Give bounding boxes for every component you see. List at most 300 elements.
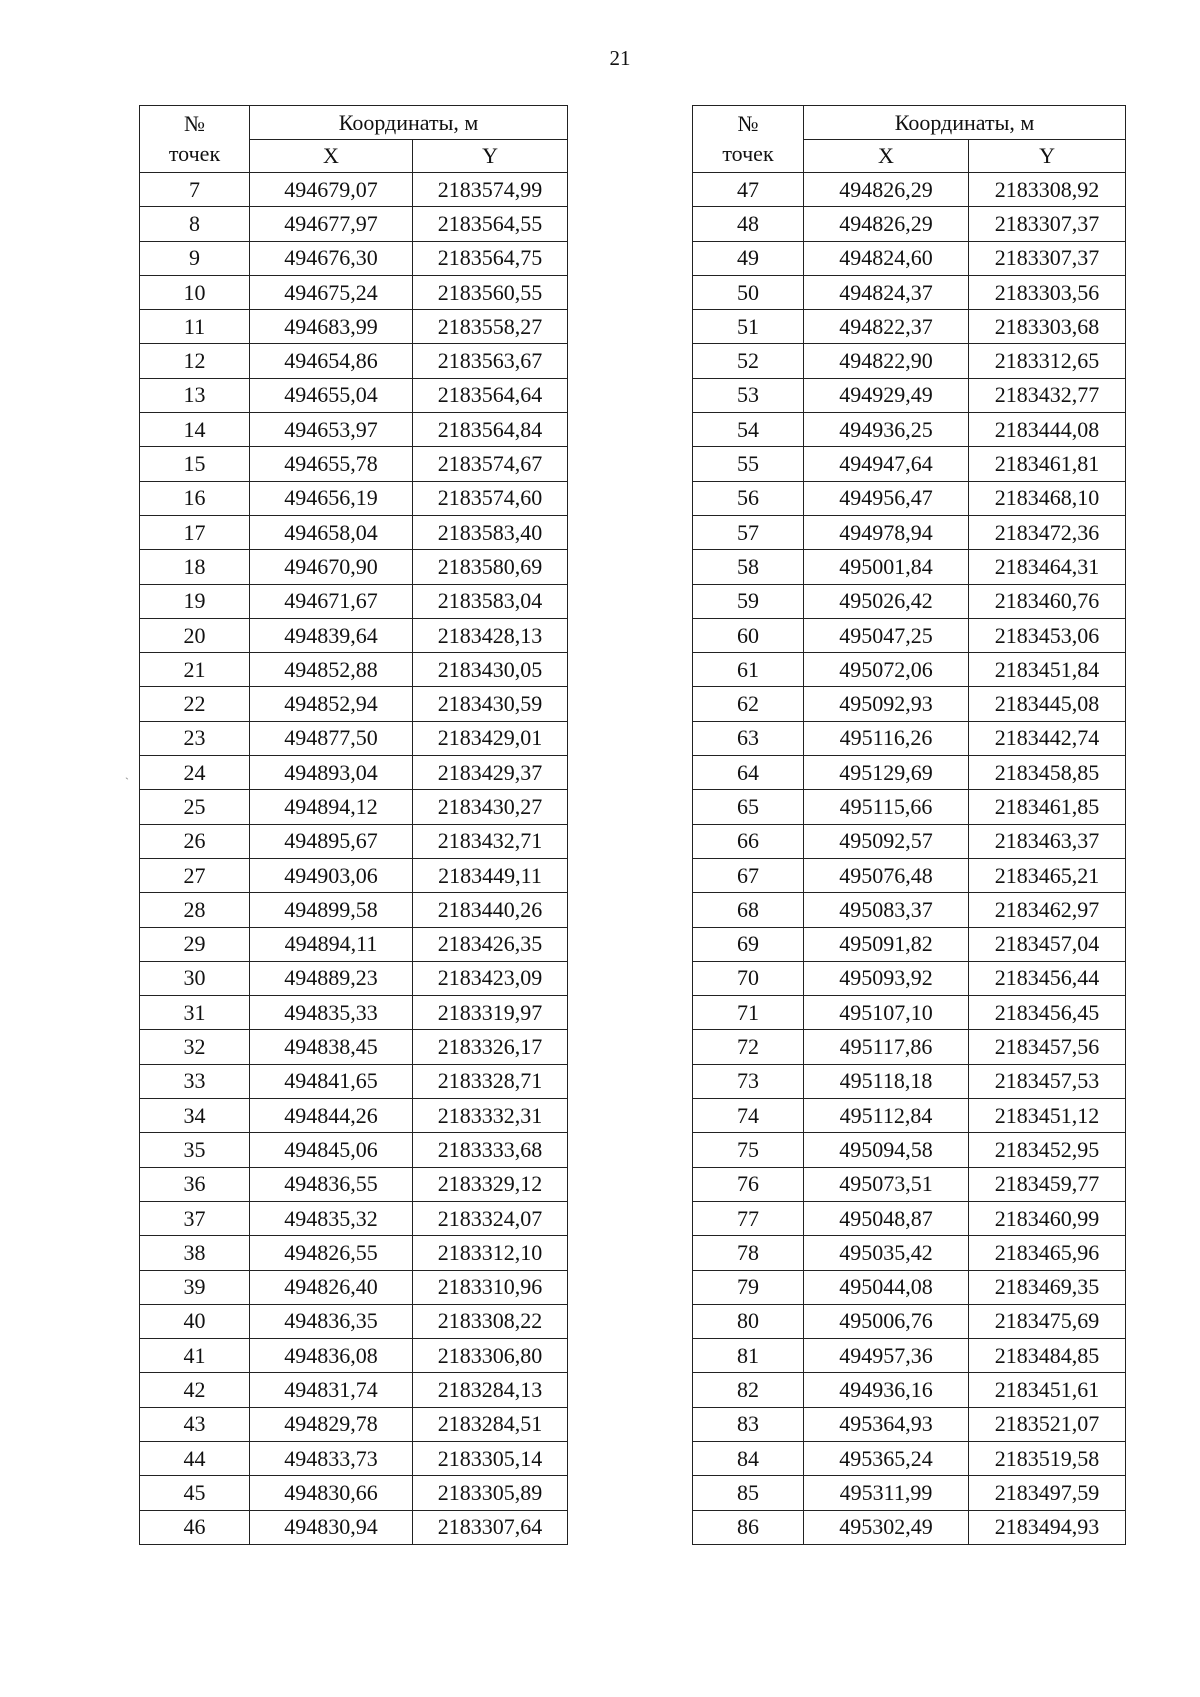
- table-row: [140, 275, 568, 309]
- table-row: [140, 1270, 568, 1304]
- point-number-cell: 59: [693, 584, 804, 618]
- table-row: [140, 584, 568, 618]
- x-column-header: X: [804, 140, 969, 173]
- x-coordinate-cell: 494844,26: [250, 1099, 413, 1133]
- point-number-cell: 25: [140, 790, 250, 824]
- coordinates-table-right: [692, 105, 1126, 1545]
- y-coordinate-cell: 2183521,07: [969, 1407, 1126, 1441]
- x-coordinate-cell: 495302,49: [804, 1510, 969, 1544]
- point-number-cell: 22: [140, 687, 250, 721]
- point-number-cell: 9: [140, 241, 250, 275]
- point-number-cell: 77: [693, 1201, 804, 1235]
- table-row: [140, 893, 568, 927]
- y-coordinate-cell: 2183468,10: [969, 481, 1126, 515]
- table-row: [140, 1133, 568, 1167]
- table-row: [140, 653, 568, 687]
- x-coordinate-cell: 494676,30: [250, 241, 413, 275]
- x-coordinate-cell: 494670,90: [250, 550, 413, 584]
- x-coordinate-cell: 495129,69: [804, 756, 969, 790]
- point-number-cell: 50: [693, 275, 804, 309]
- points-label: точек: [722, 141, 774, 166]
- y-coordinate-cell: 2183303,56: [969, 275, 1126, 309]
- y-coordinate-cell: 2183312,65: [969, 344, 1126, 378]
- point-number-cell: 70: [693, 961, 804, 995]
- y-coordinate-cell: 2183460,99: [969, 1201, 1126, 1235]
- table-row: [140, 173, 568, 207]
- x-coordinate-cell: 495311,99: [804, 1476, 969, 1510]
- point-number-cell: 11: [140, 310, 250, 344]
- y-coordinate-cell: 2183452,95: [969, 1133, 1126, 1167]
- table-row: [140, 344, 568, 378]
- table-row: [140, 550, 568, 584]
- x-coordinate-cell: 494654,86: [250, 344, 413, 378]
- table-row: [140, 515, 568, 549]
- y-coordinate-cell: 2183519,58: [969, 1441, 1126, 1475]
- point-number-cell: 8: [140, 207, 250, 241]
- x-coordinate-cell: 494675,24: [250, 275, 413, 309]
- point-number-cell: 68: [693, 893, 804, 927]
- y-coordinate-cell: 2183324,07: [413, 1201, 568, 1235]
- table-row: [693, 927, 1126, 961]
- y-coordinate-cell: 2183461,81: [969, 447, 1126, 481]
- x-coordinate-cell: 494894,11: [250, 927, 413, 961]
- point-number-cell: 36: [140, 1167, 250, 1201]
- y-coordinate-cell: 2183574,67: [413, 447, 568, 481]
- x-coordinate-cell: 494957,36: [804, 1339, 969, 1373]
- table-row: [693, 756, 1126, 790]
- table-row: [140, 1476, 568, 1510]
- x-coordinate-cell: 494895,67: [250, 824, 413, 858]
- table-row: [693, 1236, 1126, 1270]
- x-coordinate-cell: 495047,25: [804, 618, 969, 652]
- point-number-cell: 60: [693, 618, 804, 652]
- y-coordinate-cell: 2183564,75: [413, 241, 568, 275]
- y-coordinate-cell: 2183451,61: [969, 1373, 1126, 1407]
- y-coordinate-cell: 2183465,21: [969, 858, 1126, 892]
- point-number-cell: 19: [140, 584, 250, 618]
- table-row: [693, 721, 1126, 755]
- y-coordinate-cell: 2183472,36: [969, 515, 1126, 549]
- table-row: [693, 550, 1126, 584]
- x-coordinate-cell: 494655,04: [250, 378, 413, 412]
- point-number-cell: 34: [140, 1099, 250, 1133]
- x-coordinate-cell: 494877,50: [250, 721, 413, 755]
- y-coordinate-cell: 2183307,64: [413, 1510, 568, 1544]
- y-coordinate-cell: 2183494,93: [969, 1510, 1126, 1544]
- y-coordinate-cell: 2183449,11: [413, 858, 568, 892]
- point-number-cell: 53: [693, 378, 804, 412]
- y-coordinate-cell: 2183430,59: [413, 687, 568, 721]
- table-row: [693, 824, 1126, 858]
- table-row: [693, 413, 1126, 447]
- table-row: [693, 275, 1126, 309]
- y-coordinate-cell: 2183308,22: [413, 1304, 568, 1338]
- table-row: [140, 1201, 568, 1235]
- table-row: [140, 1167, 568, 1201]
- x-coordinate-cell: 494835,32: [250, 1201, 413, 1235]
- y-column-header: Y: [413, 140, 568, 173]
- page-number: 21: [609, 46, 631, 70]
- point-number-cell: 21: [140, 653, 250, 687]
- x-coordinate-cell: 494826,29: [804, 207, 969, 241]
- x-coordinate-cell: 495092,93: [804, 687, 969, 721]
- table-row: [693, 1373, 1126, 1407]
- point-number-cell: 83: [693, 1407, 804, 1441]
- table-row: [693, 1201, 1126, 1235]
- point-number-cell: 78: [693, 1236, 804, 1270]
- x-coordinate-cell: 495117,86: [804, 1030, 969, 1064]
- point-number-cell: 46: [140, 1510, 250, 1544]
- point-number-cell: 72: [693, 1030, 804, 1064]
- y-coordinate-cell: 2183560,55: [413, 275, 568, 309]
- y-coordinate-cell: 2183459,77: [969, 1167, 1126, 1201]
- point-number-cell: 57: [693, 515, 804, 549]
- table-row: [693, 893, 1126, 927]
- x-coordinate-cell: 494677,97: [250, 207, 413, 241]
- x-coordinate-cell: 494830,94: [250, 1510, 413, 1544]
- right-table-body: [693, 173, 1126, 1545]
- table-row: [693, 344, 1126, 378]
- x-coordinate-cell: 494841,65: [250, 1064, 413, 1098]
- point-number-cell: 33: [140, 1064, 250, 1098]
- point-number-cell: 31: [140, 996, 250, 1030]
- point-number-cell: 58: [693, 550, 804, 584]
- y-coordinate-cell: 2183445,08: [969, 687, 1126, 721]
- y-coordinate-cell: 2183457,53: [969, 1064, 1126, 1098]
- coordinates-header: Координаты, м: [250, 106, 568, 140]
- y-coordinate-cell: 2183558,27: [413, 310, 568, 344]
- point-number-cell: 55: [693, 447, 804, 481]
- y-coordinate-cell: 2183328,71: [413, 1064, 568, 1098]
- y-coordinate-cell: 2183464,31: [969, 550, 1126, 584]
- point-number-cell: 51: [693, 310, 804, 344]
- point-number-cell: 35: [140, 1133, 250, 1167]
- table-row: [693, 1407, 1126, 1441]
- x-coordinate-cell: 494893,04: [250, 756, 413, 790]
- y-coordinate-cell: 2183310,96: [413, 1270, 568, 1304]
- table-row: [140, 996, 568, 1030]
- table-row: [140, 207, 568, 241]
- point-number-cell: 76: [693, 1167, 804, 1201]
- table-row: [693, 858, 1126, 892]
- table-row: [140, 618, 568, 652]
- table-row: [693, 618, 1126, 652]
- x-coordinate-cell: 494978,94: [804, 515, 969, 549]
- x-coordinate-cell: 495026,42: [804, 584, 969, 618]
- point-number-cell: 38: [140, 1236, 250, 1270]
- y-coordinate-cell: 2183312,10: [413, 1236, 568, 1270]
- y-coordinate-cell: 2183305,14: [413, 1441, 568, 1475]
- table-row: [140, 1099, 568, 1133]
- x-coordinate-cell: 494829,78: [250, 1407, 413, 1441]
- point-number-cell: 85: [693, 1476, 804, 1510]
- point-number-cell: 43: [140, 1407, 250, 1441]
- x-coordinate-cell: 495115,66: [804, 790, 969, 824]
- x-coordinate-cell: 495073,51: [804, 1167, 969, 1201]
- point-number-cell: 37: [140, 1201, 250, 1235]
- y-coordinate-cell: 2183303,68: [969, 310, 1126, 344]
- table-row: [140, 241, 568, 275]
- x-coordinate-cell: 494655,78: [250, 447, 413, 481]
- x-coordinate-cell: 494936,25: [804, 413, 969, 447]
- y-coordinate-cell: 2183440,26: [413, 893, 568, 927]
- point-number-cell: 42: [140, 1373, 250, 1407]
- point-number-cell: 14: [140, 413, 250, 447]
- point-number-cell: 7: [140, 173, 250, 207]
- y-coordinate-cell: 2183458,85: [969, 756, 1126, 790]
- point-number-cell: 45: [140, 1476, 250, 1510]
- y-coordinate-cell: 2183305,89: [413, 1476, 568, 1510]
- x-coordinate-cell: 494833,73: [250, 1441, 413, 1475]
- x-coordinate-cell: 495072,06: [804, 653, 969, 687]
- table-row: [693, 1167, 1126, 1201]
- y-coordinate-cell: 2183429,37: [413, 756, 568, 790]
- y-coordinate-cell: 2183284,51: [413, 1407, 568, 1441]
- x-coordinate-cell: 495364,93: [804, 1407, 969, 1441]
- table-row: [693, 1304, 1126, 1338]
- point-number-cell: 64: [693, 756, 804, 790]
- table-row: [693, 1270, 1126, 1304]
- x-coordinate-cell: 495076,48: [804, 858, 969, 892]
- x-coordinate-cell: 494947,64: [804, 447, 969, 481]
- table-row: [140, 447, 568, 481]
- x-coordinate-cell: 494822,37: [804, 310, 969, 344]
- y-coordinate-cell: 2183430,27: [413, 790, 568, 824]
- table-row: [693, 653, 1126, 687]
- x-coordinate-cell: 494845,06: [250, 1133, 413, 1167]
- y-coordinate-cell: 2183423,09: [413, 961, 568, 995]
- table-row: [140, 378, 568, 412]
- table-row: [140, 1064, 568, 1098]
- table-row: [140, 1373, 568, 1407]
- x-coordinate-cell: 494838,45: [250, 1030, 413, 1064]
- table-row: [693, 1064, 1126, 1098]
- x-coordinate-cell: 494839,64: [250, 618, 413, 652]
- y-coordinate-cell: 2183308,92: [969, 173, 1126, 207]
- point-number-cell: 17: [140, 515, 250, 549]
- point-number-cell: 10: [140, 275, 250, 309]
- x-coordinate-cell: 494656,19: [250, 481, 413, 515]
- table-row: [140, 1304, 568, 1338]
- x-coordinate-cell: 495107,10: [804, 996, 969, 1030]
- point-number-cell: 62: [693, 687, 804, 721]
- y-coordinate-cell: 2183307,37: [969, 241, 1126, 275]
- table-row: [693, 1133, 1126, 1167]
- x-coordinate-cell: 495006,76: [804, 1304, 969, 1338]
- y-coordinate-cell: 2183457,56: [969, 1030, 1126, 1064]
- point-number-cell: 81: [693, 1339, 804, 1373]
- point-number-cell: 69: [693, 927, 804, 961]
- y-coordinate-cell: 2183469,35: [969, 1270, 1126, 1304]
- x-coordinate-cell: 494929,49: [804, 378, 969, 412]
- x-coordinate-cell: 494831,74: [250, 1373, 413, 1407]
- x-coordinate-cell: 494852,94: [250, 687, 413, 721]
- table-row: [693, 961, 1126, 995]
- point-number-cell: 40: [140, 1304, 250, 1338]
- y-coordinate-cell: 2183475,69: [969, 1304, 1126, 1338]
- y-coordinate-cell: 2183574,60: [413, 481, 568, 515]
- point-number-cell: 44: [140, 1441, 250, 1475]
- point-number-cell: 39: [140, 1270, 250, 1304]
- y-coordinate-cell: 2183432,71: [413, 824, 568, 858]
- table-row: [693, 378, 1126, 412]
- y-coordinate-cell: 2183306,80: [413, 1339, 568, 1373]
- x-coordinate-cell: 495118,18: [804, 1064, 969, 1098]
- point-number-cell: 15: [140, 447, 250, 481]
- y-coordinate-cell: 2183460,76: [969, 584, 1126, 618]
- point-number-cell: 47: [693, 173, 804, 207]
- point-number-cell: 24: [140, 756, 250, 790]
- point-number-cell: 54: [693, 413, 804, 447]
- y-coordinate-cell: 2183453,06: [969, 618, 1126, 652]
- y-coordinate-cell: 2183332,31: [413, 1099, 568, 1133]
- x-coordinate-cell: 494826,29: [804, 173, 969, 207]
- x-coordinate-cell: 494830,66: [250, 1476, 413, 1510]
- x-coordinate-cell: 494835,33: [250, 996, 413, 1030]
- table-row: [140, 1441, 568, 1475]
- table-row: [693, 515, 1126, 549]
- x-coordinate-cell: 495083,37: [804, 893, 969, 927]
- table-row: [140, 790, 568, 824]
- x-coordinate-cell: 494852,88: [250, 653, 413, 687]
- point-number-cell: 29: [140, 927, 250, 961]
- point-number-cell: 65: [693, 790, 804, 824]
- x-coordinate-cell: 495048,87: [804, 1201, 969, 1235]
- x-coordinate-cell: 494679,07: [250, 173, 413, 207]
- number-sign: №: [184, 111, 205, 136]
- points-label: точек: [168, 141, 221, 166]
- y-coordinate-cell: 2183564,55: [413, 207, 568, 241]
- x-coordinate-cell: 494889,23: [250, 961, 413, 995]
- point-number-cell: 48: [693, 207, 804, 241]
- point-number-cell: 67: [693, 858, 804, 892]
- y-coordinate-cell: 2183432,77: [969, 378, 1126, 412]
- y-coordinate-cell: 2183457,04: [969, 927, 1126, 961]
- y-coordinate-cell: 2183463,37: [969, 824, 1126, 858]
- point-number-cell: 18: [140, 550, 250, 584]
- x-coordinate-cell: 495044,08: [804, 1270, 969, 1304]
- table-row: [693, 1441, 1126, 1475]
- y-coordinate-cell: 2183430,05: [413, 653, 568, 687]
- point-number-cell: 32: [140, 1030, 250, 1064]
- table-row: [693, 996, 1126, 1030]
- x-coordinate-cell: 495093,92: [804, 961, 969, 995]
- point-number-cell: 74: [693, 1099, 804, 1133]
- y-coordinate-cell: 2183444,08: [969, 413, 1126, 447]
- point-number-cell: 13: [140, 378, 250, 412]
- point-number-cell: 61: [693, 653, 804, 687]
- point-number-header: [693, 106, 804, 173]
- x-coordinate-cell: 494826,55: [250, 1236, 413, 1270]
- x-coordinate-cell: 494822,90: [804, 344, 969, 378]
- y-coordinate-cell: 2183326,17: [413, 1030, 568, 1064]
- x-coordinate-cell: 494899,58: [250, 893, 413, 927]
- x-coordinate-cell: 494836,35: [250, 1304, 413, 1338]
- number-sign: №: [737, 111, 759, 136]
- table-row: [140, 481, 568, 515]
- table-row: [140, 927, 568, 961]
- point-number-cell: 27: [140, 858, 250, 892]
- y-coordinate-cell: 2183333,68: [413, 1133, 568, 1167]
- y-coordinate-cell: 2183451,84: [969, 653, 1126, 687]
- y-coordinate-cell: 2183319,97: [413, 996, 568, 1030]
- x-coordinate-cell: 494936,16: [804, 1373, 969, 1407]
- table-row: [693, 1476, 1126, 1510]
- left-table-body: [140, 173, 568, 1545]
- y-coordinate-cell: 2183461,85: [969, 790, 1126, 824]
- point-number-cell: 49: [693, 241, 804, 275]
- x-coordinate-cell: 495112,84: [804, 1099, 969, 1133]
- coordinates-table-left: [139, 105, 568, 1545]
- point-number-cell: 56: [693, 481, 804, 515]
- x-coordinate-cell: 494836,55: [250, 1167, 413, 1201]
- x-coordinate-cell: 495092,57: [804, 824, 969, 858]
- point-number-cell: 75: [693, 1133, 804, 1167]
- table-row: [693, 790, 1126, 824]
- point-number-cell: 84: [693, 1441, 804, 1475]
- y-coordinate-cell: 2183497,59: [969, 1476, 1126, 1510]
- table-row: [693, 207, 1126, 241]
- x-coordinate-cell: 495035,42: [804, 1236, 969, 1270]
- x-coordinate-cell: 494653,97: [250, 413, 413, 447]
- x-coordinate-cell: 495091,82: [804, 927, 969, 961]
- y-coordinate-cell: 2183451,12: [969, 1099, 1126, 1133]
- table-row: [140, 756, 568, 790]
- y-coordinate-cell: 2183465,96: [969, 1236, 1126, 1270]
- table-row: [693, 310, 1126, 344]
- x-coordinate-cell: 494671,67: [250, 584, 413, 618]
- table-row: [140, 1339, 568, 1373]
- point-number-cell: 26: [140, 824, 250, 858]
- x-column-header: X: [250, 140, 413, 173]
- table-row: [693, 1510, 1126, 1544]
- point-number-cell: 80: [693, 1304, 804, 1338]
- y-coordinate-cell: 2183583,04: [413, 584, 568, 618]
- y-coordinate-cell: 2183462,97: [969, 893, 1126, 927]
- y-column-header: Y: [969, 140, 1126, 173]
- table-row: [693, 173, 1126, 207]
- point-number-cell: 28: [140, 893, 250, 927]
- table-row: [140, 413, 568, 447]
- y-coordinate-cell: 2183580,69: [413, 550, 568, 584]
- table-row: [693, 481, 1126, 515]
- table-row: [693, 241, 1126, 275]
- y-coordinate-cell: 2183307,37: [969, 207, 1126, 241]
- x-coordinate-cell: 495116,26: [804, 721, 969, 755]
- table-row: [140, 1236, 568, 1270]
- x-coordinate-cell: 494826,40: [250, 1270, 413, 1304]
- point-number-cell: 71: [693, 996, 804, 1030]
- table-row: [693, 1030, 1126, 1064]
- y-coordinate-cell: 2183583,40: [413, 515, 568, 549]
- table-row: [140, 858, 568, 892]
- y-coordinate-cell: 2183428,13: [413, 618, 568, 652]
- y-coordinate-cell: 2183564,84: [413, 413, 568, 447]
- point-number-cell: 41: [140, 1339, 250, 1373]
- point-number-cell: 66: [693, 824, 804, 858]
- table-row: [140, 721, 568, 755]
- scan-artifact-mark: `: [125, 775, 129, 789]
- table-row: [693, 687, 1126, 721]
- y-coordinate-cell: 2183574,99: [413, 173, 568, 207]
- y-coordinate-cell: 2183426,35: [413, 927, 568, 961]
- table-row: [693, 1099, 1126, 1133]
- point-number-cell: 23: [140, 721, 250, 755]
- x-coordinate-cell: 494956,47: [804, 481, 969, 515]
- table-row: [140, 1030, 568, 1064]
- x-coordinate-cell: 495365,24: [804, 1441, 969, 1475]
- y-coordinate-cell: 2183484,85: [969, 1339, 1126, 1373]
